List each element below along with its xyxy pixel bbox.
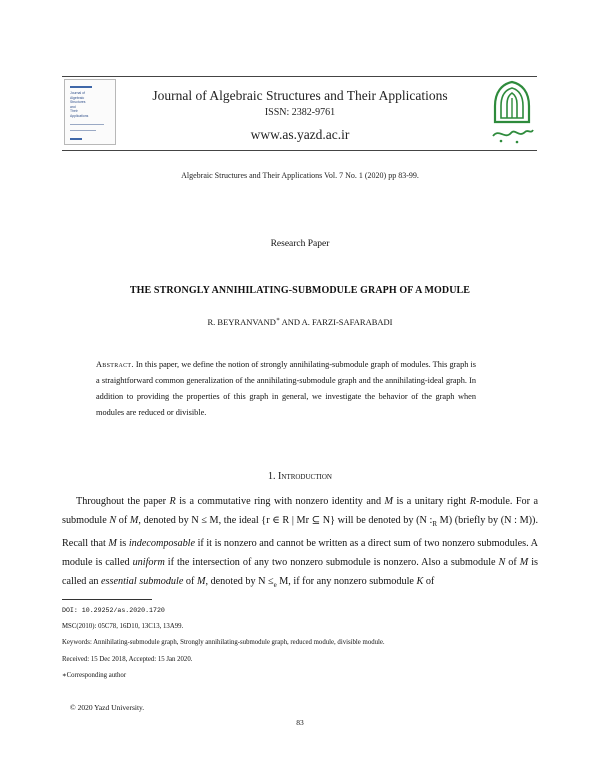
copyright: © 2020 Yazd University.	[70, 703, 145, 712]
authors	[0, 316, 600, 327]
cover-title: Journal of Algebraic Structures and Their Applications	[70, 91, 89, 118]
abstract-text: In this paper, we define the notion of strongly annihilating-submodule graph of modules. This graph is a straightforward common generalization of the annihilating-submodule graph and the annihilating-ideal graph. In addition to providing the properties of this graph in general, we investigate the behavior of the graph when modules are reduced or divisible.	[96, 360, 476, 417]
footnote-rule	[62, 599, 152, 600]
journal-cover-thumbnail	[64, 79, 116, 145]
author-1: R. BEYRANVAND	[207, 316, 276, 327]
header-bottom-rule	[62, 150, 537, 151]
abstract-label: Abstract.	[96, 360, 134, 369]
received-dates: Received: 15 Dec 2018, Accepted: 15 Jan 2020.	[62, 655, 193, 663]
corresponding-mark: ∗	[275, 317, 280, 323]
abstract	[96, 357, 476, 421]
doi-link[interactable]: DOI: 10.29252/as.2020.1720	[62, 607, 165, 614]
cover-rule	[70, 130, 96, 131]
yazd-university-logo-icon	[487, 78, 537, 148]
journal-website-link[interactable]: www.as.yazd.ac.ir	[250, 127, 350, 142]
page-number: 83	[296, 718, 304, 727]
msc-codes: MSC(2010): 05C78, 16D10, 13C13, 13A99.	[62, 623, 184, 631]
corresponding-author-note: ∗Corresponding author	[62, 671, 127, 679]
journal-name: Journal of Algebraic Structures and Their Applications	[152, 88, 448, 103]
cover-rule	[70, 124, 104, 125]
cover-accent-bar	[70, 138, 82, 140]
header-top-rule	[62, 76, 537, 77]
cover-accent-bar	[70, 86, 92, 88]
paper-title: THE STRONGLY ANNIHILATING-SUBMODULE GRAPH OF A MODULE	[129, 285, 471, 296]
footnotes	[62, 603, 538, 684]
author-2: AND A. FARZI-SAFARABADI	[279, 316, 393, 327]
issn: ISSN: 2382-9761	[264, 107, 336, 118]
body-text	[62, 492, 538, 595]
intro-paragraph: Throughout the paper R is a commutative ring with nonzero identity and M is a unitary right R-module. For a submodule N of M, denoted by N ≤ M, the ideal {r ∈ R | Mr ⊆ N} will be denoted by (N $:_R$ M) (briefly by (N : M)). Recall that M is indecomposable if it is nonzero and cannot be written as a direct sum of two nonzero submodules. A module is called uniform if the intersection of any two nonzero submodule is nonzero. Also a submodule N of M is called an essential submodule of M, denoted by $N \le_e$ M, if for any nonzero submodule K of	[62, 496, 539, 590]
keywords: Keywords: Annihilating-submodule graph, Strongly annihilating-submodule graph, reduced module, divisible module.	[62, 639, 385, 647]
section-heading: 1. Introduction	[268, 471, 332, 482]
volume-line: Algebraic Structures and Their Applications Vol. 7 No. 1 (2020) pp 83-99.	[181, 171, 419, 180]
paper-type: Research Paper	[270, 239, 330, 249]
